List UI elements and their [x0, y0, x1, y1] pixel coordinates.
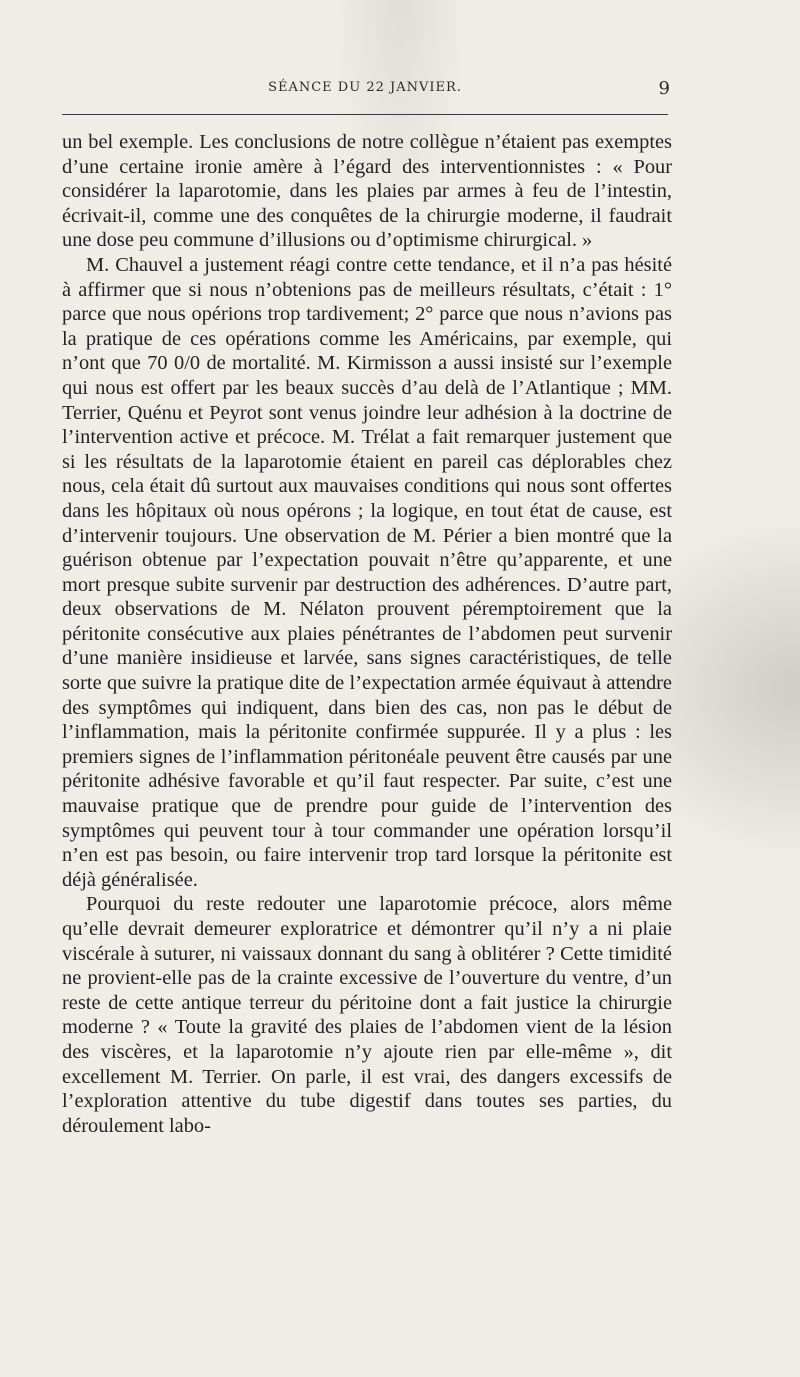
page-header [60, 78, 670, 104]
paragraph-2: M. Chauvel a justement réagi contre cette tendance, et il n’a pas hésité à affirmer que si nous n’obtenions pas de meilleurs résultats, c’était : 1° parce que nous opérions trop tardivement; 2° parce que nous n’avions pas la pratique de ces opérations comme les Américains, par exemple, qui n’ont que 70 0/0 de mortalité. M. Kirmisson a aussi insisté sur l’exemple qui nous est offert par les beaux succès d’au delà de l’Atlantique ; MM. Terrier, Quénu et Peyrot sont venus joindre leur adhésion à la doctrine de l’intervention active et précoce. M. Trélat a fait remarquer justement que si les résultats de la laparotomie étaient en pareil cas déplorables chez nous, cela était dû surtout aux mauvaises conditions qui nous sont offertes dans les hôpitaux où nous opérons ; la logique, en tout état de cause, est d’intervenir toujours. Une observation de M. Périer a bien montré que la guérison obtenue par l’expectation pouvait n’être qu’apparente, et une mort presque subite survenir par destruction des adhérences. D’autre part, deux observations de M. Nélaton prouvent péremptoirement que la péritonite consécutive aux plaies pénétrantes de l’abdomen peut survenir d’une manière insidieuse et larvée, sans signes caractéristiques, de telle sorte que suivre la pratique dite de l’expectation armée équivaut à attendre des symptômes qui indiquent, dans bien des cas, non pas le début de l’inflammation, mais la péritonite confirmée suppurée. Il y a plus : les premiers signes de l’inflammation péritonéale peuvent être causés par une péritonite adhésive favorable et qu’il faut respecter. Par suite, c’est une mauvaise pratique que de prendre pour guide de l’intervention des symptômes qui peuvent tour à tour commander une opération lorsqu’il n’en est pas besoin, ou faire intervenir trop tard lorsque la péritonite est déjà généralisée. [62, 253, 672, 891]
paragraph-1: un bel exemple. Les conclusions de notre collègue n’étaient pas exemptes d’une certaine ironie amère à l’égard des interventionnistes : « Pour considérer la laparotomie, dans les plaies par armes à feu de l’intestin, écrivait-il, comme une des conquêtes de la chirurgie moderne, il faudrait une dose peu commune d’illusions ou d’optimisme chirurgical. » [62, 131, 672, 252]
body-text [62, 130, 672, 1138]
page-number: 9 [658, 78, 670, 99]
paragraph-3: Pourquoi du reste redouter une laparotomie précoce, alors même qu’elle devrait demeurer exploratrice et démontrer qu’il n’y a ni plaie viscérale à suturer, ni vaissaux donnant du sang à oblitérer ? Cette timidité ne provient-elle pas de la crainte excessive de l’ouverture du ventre, d’un reste de cette antique terreur du péritoine dont a fait justice la chirurgie moderne ? « Toute la gravité des plaies de l’abdomen vient de la lésion des viscères, et la laparotomie n’y ajoute rien par elle-même », dit excellement M. Terrier. On parle, il est vrai, des dangers excessifs de l’exploration attentive du tube digestif dans toutes ses parties, du déroulement labo- [62, 893, 672, 1137]
header-rule [62, 114, 668, 115]
running-title: SÉANCE DU 22 JANVIER. [268, 80, 462, 95]
